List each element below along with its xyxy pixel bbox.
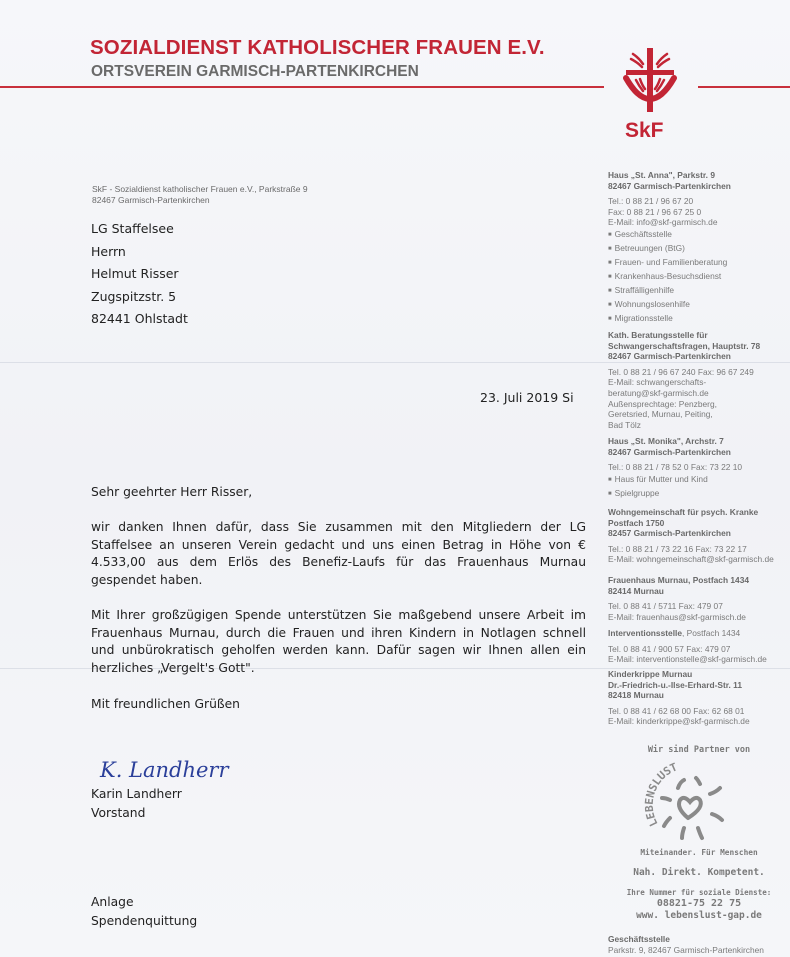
partner-tagline: Miteinander. Für Menschen [640, 848, 758, 857]
wg-tel: Tel.: 0 88 21 / 73 22 16 Fax: 73 22 17 [608, 543, 747, 554]
sidebar-haus-st-anna [608, 170, 790, 326]
sidebar-beratungsstelle [608, 330, 790, 430]
letter-date: 23. Juli 2019 Si [480, 390, 574, 405]
closing [91, 696, 586, 714]
beratung-extra: Geretsried, Murnau, Peiting, [608, 409, 713, 420]
signer-name: Karin Landherr [91, 787, 182, 801]
partner-slogan: Nah. Direkt. Kompetent. [633, 867, 765, 878]
frauenhaus-email: E-Mail: frauenhaus@skf-garmisch.de [608, 611, 746, 622]
beratung-extra: Bad Tölz [608, 419, 641, 430]
beratung-title-1: Kath. Beratungsstelle für [608, 330, 708, 340]
paragraph-2 [91, 607, 586, 677]
monika-tel: Tel.: 0 88 21 / 78 52 0 Fax: 73 22 10 [608, 462, 743, 473]
frauenhaus-city: 82414 Murnau [608, 585, 664, 596]
anna-title: Haus „St. Anna", Parkstr. 9 [608, 170, 715, 180]
sidebar-frauenhaus [608, 575, 790, 622]
enclosure-label: Anlage [91, 895, 134, 909]
service-item: ■ Straffälligenhilfe [608, 284, 790, 298]
wg-postfach: Postfach 1750 [608, 517, 665, 528]
service-item: ■ Migrationsstelle [608, 312, 790, 326]
service-item: ■ Haus für Mutter und Kind [608, 473, 790, 487]
partner-phone-label: Ihre Nummer für soziale Dienste: [626, 888, 772, 897]
paragraph-1-text: wir danken Ihnen dafür, dass Sie zusammen mit den Mitgliedern der LG Staffelsee an unseren Verein gedacht und uns einen Betrag in Höhe von € 4.533,00 aus dem Erlös des Benefiz-Laufs für das Frauenhaus Murnau gespendet haben. [91, 520, 586, 587]
org-branch: ORTSVEREIN GARMISCH-PARTENKIRCHEN [91, 63, 419, 80]
enclosure-block [91, 893, 586, 931]
beratung-tel: Tel. 0 88 21 / 96 67 240 Fax: 96 67 249 [608, 366, 754, 377]
intervention-tel: Tel. 0 88 41 / 900 57 Fax: 479 07 [608, 643, 731, 654]
recipient-line: 82441 Ohlstadt [91, 311, 188, 326]
enclosure-item: Spendenquittung [91, 914, 198, 928]
recipient-line: Helmut Risser [91, 266, 179, 281]
beratung-city: 82467 Garmisch-Partenkirchen [608, 351, 731, 362]
service-item: ■ Wohnungslosenhilfe [608, 298, 790, 312]
anna-email: E-Mail: info@skf-garmisch.de [608, 217, 718, 228]
sender-line-1: SkF - Sozialdienst katholischer Frauen e.V., Parkstraße 9 [92, 184, 308, 194]
krippe-street: Dr.-Friedrich-u.-Ilse-Erhard-Str. 11 [608, 679, 743, 690]
monika-city: 82467 Garmisch-Partenkirchen [608, 446, 731, 457]
beratung-extra: Außensprechtage: Penzberg, [608, 398, 717, 409]
frauenhaus-tel: Tel. 0 88 41 / 5711 Fax: 479 07 [608, 601, 723, 612]
wg-title: Wohngemeinschaft für psych. Kranke [608, 507, 759, 517]
service-item: ■ Krankenhaus-Besuchsdienst [608, 270, 790, 284]
recipient-line: Zugspitzstr. 5 [91, 288, 177, 304]
partner-web-link[interactable]: www. lebenslust-gap.de [636, 910, 762, 921]
header-rule [0, 86, 604, 88]
office-title: Geschäftsstelle [608, 934, 670, 944]
paragraph-2-text: Mit Ihrer großzügigen Spende unterstützen Sie maßgebend unsere Arbeit im Frauenhaus Murnau, durch die Frauen und ihren Kindern in Notlagen schnell und unbürokratisch geholfen werden kann. Dafür sagen wir Ihnen allen ein herzliches „Vergelt's Gott". [91, 608, 586, 675]
service-item: ■ Frauen- und Familienberatung [608, 256, 790, 270]
header-rule [698, 86, 790, 88]
recipient-line: LG Staffelsee [91, 221, 174, 236]
service-item: ■ Spielgruppe [608, 487, 790, 501]
signer-block [91, 785, 586, 823]
sender-line-2: 82467 Garmisch-Partenkirchen [92, 195, 210, 205]
sidebar-interventionsstelle [608, 628, 790, 665]
intervention-email: E-Mail: interventionstelle@skf-garmisch.de [608, 654, 767, 665]
krippe-city: 82418 Murnau [608, 690, 664, 701]
recipient-line: Herrn [91, 243, 126, 259]
salutation-text: Sehr geehrter Herr Risser, [91, 485, 253, 499]
closing-text: Mit freundlichen Grüßen [91, 697, 240, 711]
intervention-title: Interventionsstelle [608, 628, 683, 638]
wg-email: E-Mail: wohngemeinschaft@skf-garmisch.de [608, 554, 774, 565]
salutation [91, 484, 586, 502]
signer-title: Vorstand [91, 806, 146, 820]
monika-title: Haus „St. Monika", Archstr. 7 [608, 436, 724, 446]
paragraph-1 [91, 519, 586, 589]
intervention-postfach: , Postfach 1434 [682, 628, 741, 638]
krippe-tel: Tel. 0 88 41 / 62 68 00 Fax: 62 68 01 [608, 705, 745, 716]
sender-line [92, 184, 308, 206]
krippe-title: Kinderkrippe Murnau [608, 669, 693, 679]
org-name: SOZIALDIENST KATHOLISCHER FRAUEN E.V. [90, 36, 545, 59]
skf-cross-logo-icon [622, 46, 678, 120]
anna-city: 82467 Garmisch-Partenkirchen [608, 180, 731, 191]
partner-intro: Wir sind Partner von [647, 745, 751, 755]
beratung-email-cont: beratung@skf-garmisch.de [608, 387, 709, 398]
sidebar-haus-st-monika [608, 436, 790, 501]
lebenslust-logo-text: LEBENSLUST [642, 762, 680, 829]
sidebar-kinderkrippe [608, 669, 790, 727]
handwritten-signature: K. Landherr [100, 758, 229, 782]
krippe-email: E-Mail: kinderkrippe@skf-garmisch.de [608, 716, 750, 727]
frauenhaus-title: Frauenhaus Murnau, Postfach 1434 [608, 575, 750, 585]
sidebar-geschaeftsstelle [608, 934, 790, 955]
lebenslust-sun-logo-icon [640, 762, 740, 854]
beratung-title-2: Schwangerschaftsfragen, Hauptstr. 78 [608, 340, 761, 351]
skf-logo-text: SkF [625, 119, 664, 142]
service-item: ■ Betreuungen (BtG) [608, 242, 790, 256]
beratung-email: E-Mail: schwangerschafts- [608, 377, 707, 388]
office-address: Parkstr. 9, 82467 Garmisch-Partenkirchen [608, 944, 764, 955]
anna-tel: Tel.: 0 88 21 / 96 67 20 [608, 196, 694, 207]
recipient-address [91, 218, 188, 331]
wg-city: 82457 Garmisch-Partenkirchen [608, 528, 731, 539]
service-item: ■ Geschäftsstelle [608, 228, 790, 242]
anna-fax: Fax: 0 88 21 / 96 67 25 0 [608, 206, 702, 217]
sidebar-wohngemeinschaft [608, 507, 790, 565]
partner-phone: 08821-75 22 75 [656, 898, 742, 909]
